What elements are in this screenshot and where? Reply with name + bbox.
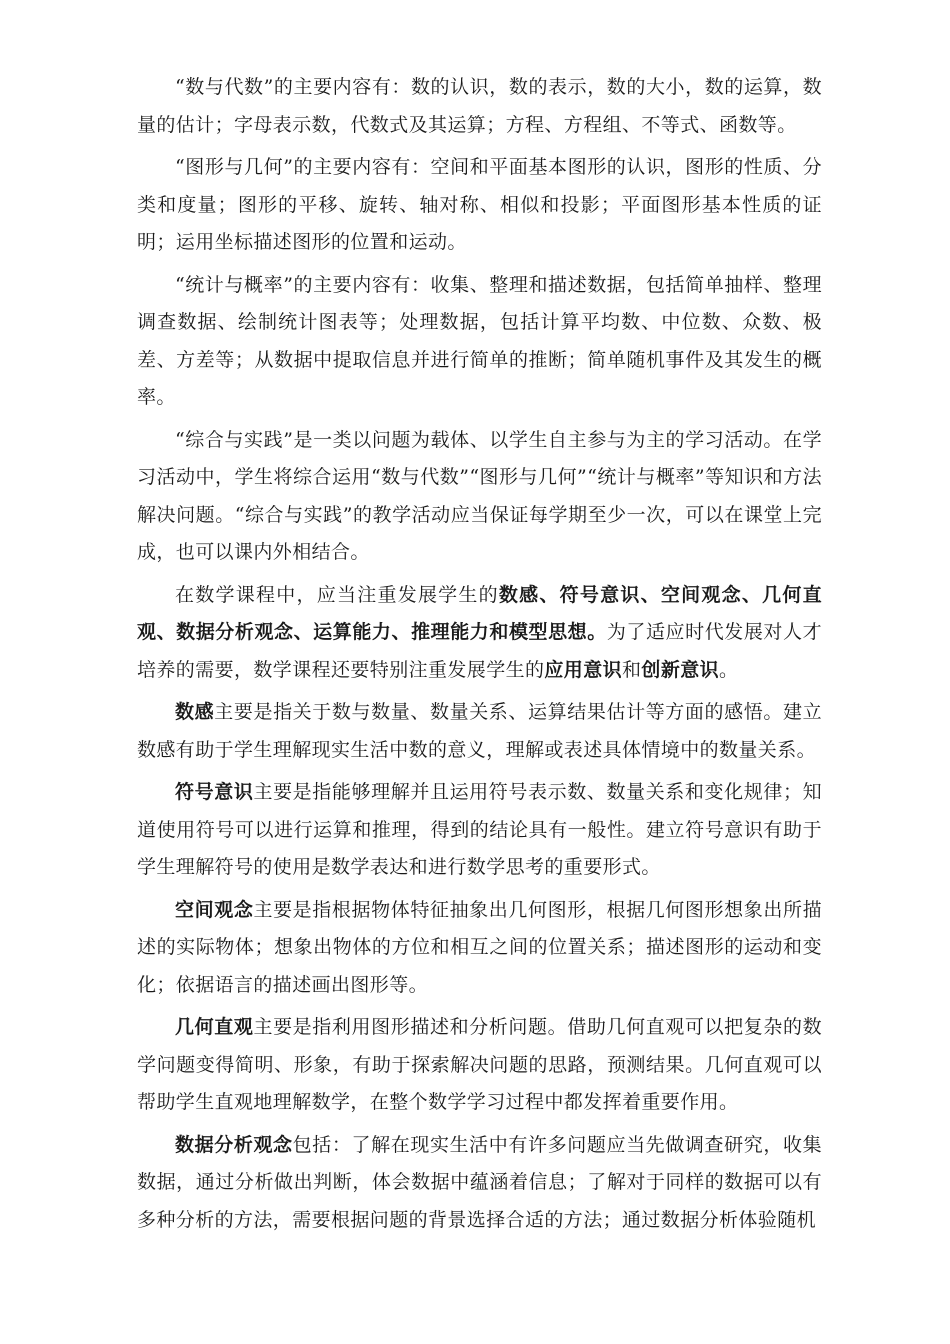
text-run: “数与代数”的主要内容有：数的认识，数的表示，数的大小，数的运算，数量的估计；字母表示数，代数式及其运算；方程、方程组、不等式、函数等。 <box>137 76 822 136</box>
paragraph-number-and-algebra <box>137 69 822 144</box>
bold-term: 几何直观 <box>175 1016 254 1038</box>
bold-term: 数感 <box>175 701 215 723</box>
text-run: 和 <box>622 658 642 681</box>
paragraph-symbol-awareness <box>137 774 822 887</box>
text-run: “图形与几何”的主要内容有：空间和平面基本图形的认识，图形的性质、分类和度量；图形的平移、旋转、轴对称、相似和投影；平面图形基本性质的证明；运用坐标描述图形的位置和运动。 <box>137 156 822 253</box>
paragraph-geometry <box>137 149 822 262</box>
text-run: 主要是指根据物体特征抽象出几何图形，根据几何图形想象出所描述的实际物体；想象出物体的方位和相互之间的位置关系；描述图形的运动和变化；依据语言的描述画出图形等。 <box>137 898 822 996</box>
bold-term: 应用意识 <box>544 658 623 681</box>
paragraph-number-sense <box>137 694 822 769</box>
text-run: 。 <box>719 658 739 681</box>
document-body <box>137 69 822 1239</box>
paragraph-synthesis-practice <box>137 422 822 572</box>
paragraph-spatial-concept <box>137 892 822 1005</box>
bold-term: 创新意识 <box>641 658 720 681</box>
text-run: “综合与实践”是一类以问题为载体、以学生自主参与为主的学习活动。在学习活动中，学生将综合运用“数与代数”“图形与几何”“统计与概率”等知识和方法解决问题。“综合与实践”的教学活动应当保证每学期至少一次，可以在课堂上完成，也可以课内外相结合。 <box>137 428 822 563</box>
bold-term: 数感、符号意识、空间观念、几何直观、数据分析观念、运算能力、推理能力和模型思想。 <box>137 583 822 643</box>
text-run: 主要是指利用图形描述和分析问题。借助几何直观可以把复杂的数学问题变得简明、形象，有助于探索解决问题的思路，预测结果。几何直观可以帮助学生直观地理解数学，在整个数学学习过程中都发挥着重要作用。 <box>137 1016 822 1113</box>
text-run: 主要是指能够理解并且运用符号表示数、数量关系和变化规律；知道使用符号可以进行运算和推理，得到的结论具有一般性。建立符号意识有助于学生理解符号的使用是数学表达和进行数学思考的重要形式。 <box>137 781 822 878</box>
bold-term: 空间观念 <box>175 898 254 921</box>
bold-term: 数据分析观念 <box>175 1133 293 1156</box>
paragraph-geometric-intuition <box>137 1009 822 1122</box>
text-run: 包括：了解在现实生活中有许多问题应当先做调查研究，收集数据，通过分析做出判断，体会数据中蕴涵着信息；了解对于同样的数据可以有多种分析的方法，需要根据问题的背景选择合适的方法；通过数据分析体验随机 <box>137 1133 822 1231</box>
text-run: 主要是指关于数与数量、数量关系、运算结果估计等方面的感悟。建立数感有助于学生理解现实生活中数的意义，理解或表述具体情境中的数量关系。 <box>137 701 822 761</box>
text-run: “统计与概率”的主要内容有：收集、整理和描述数据，包括简单抽样、整理调查数据、绘制统计图表等；处理数据，包括计算平均数、中位数、众数、极差、方差等；从数据中提取信息并进行简单的推断；简单随机事件及其发生的概率。 <box>137 273 822 408</box>
paragraph-data-analysis <box>137 1127 822 1240</box>
paragraph-core-competencies <box>137 577 822 690</box>
bold-term: 符号意识 <box>175 781 254 803</box>
paragraph-statistics-probability <box>137 267 822 417</box>
text-run: 在数学课程中，应当注重发展学生的 <box>175 583 499 606</box>
text-run: 为了适应时代发展对人才培养的需要，数学课程还要特别注重发展学生的 <box>137 621 822 681</box>
